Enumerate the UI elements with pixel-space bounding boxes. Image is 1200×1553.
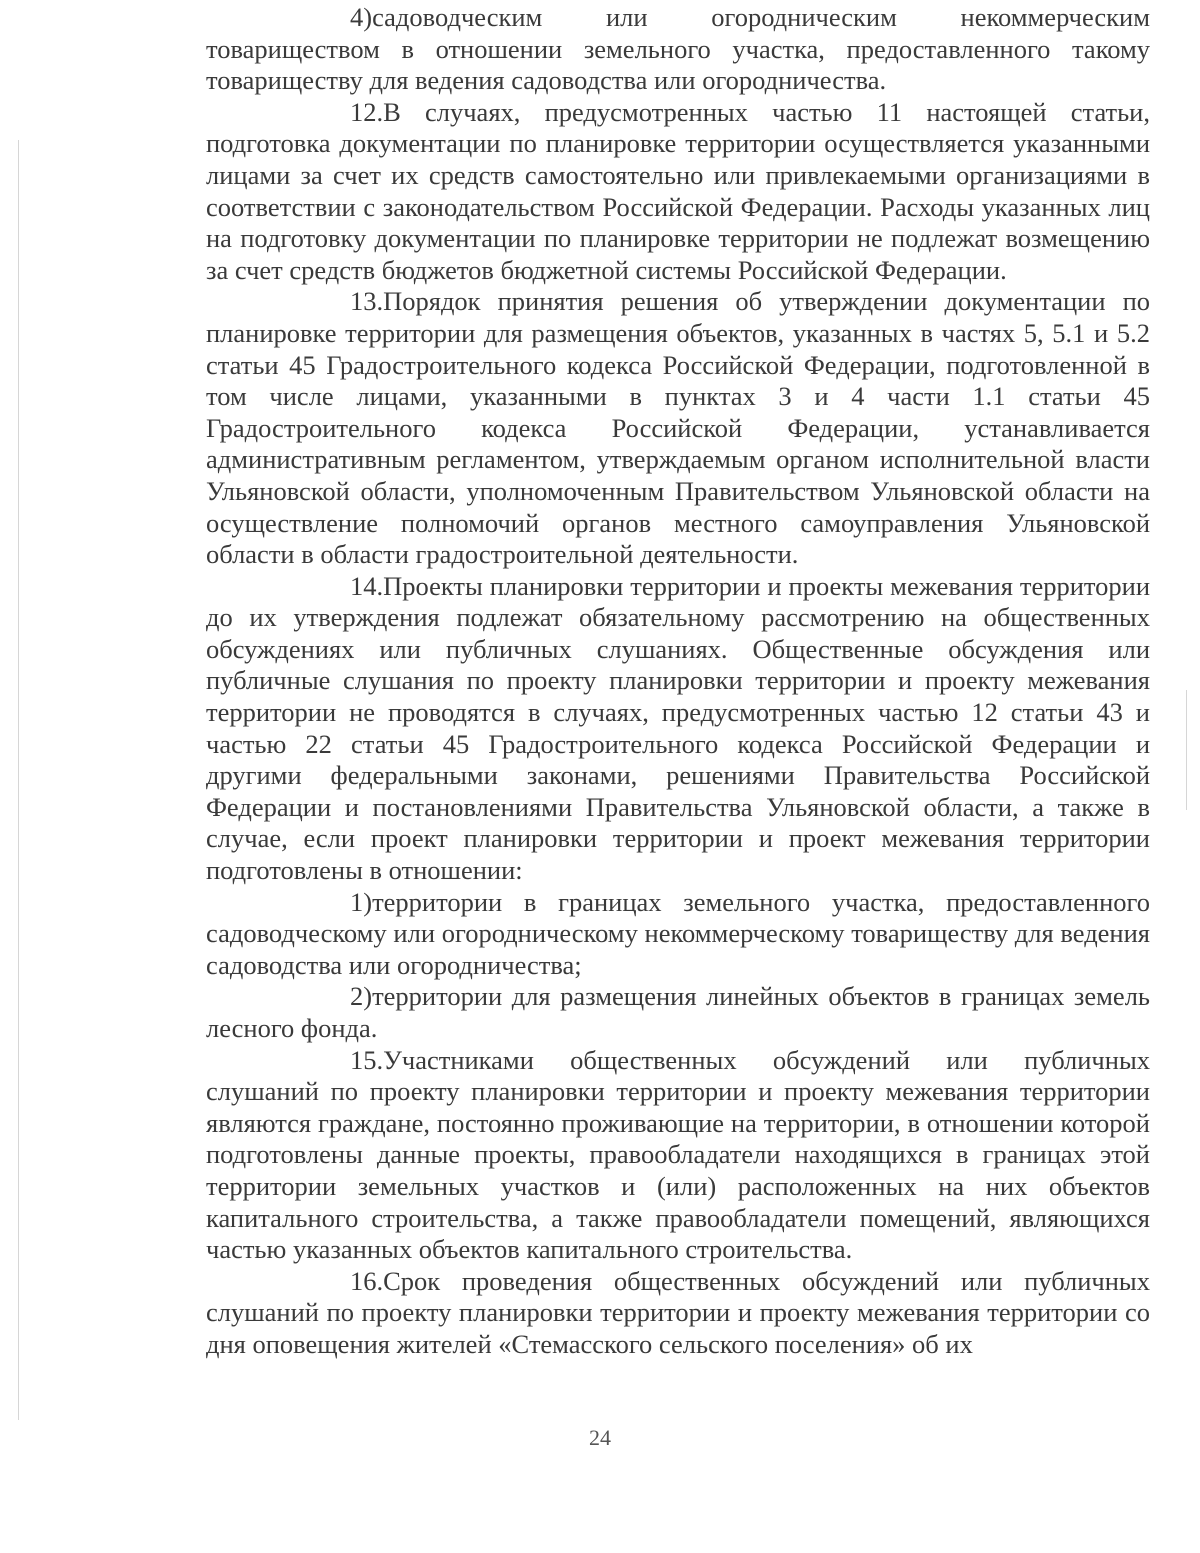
- paragraph-13: [206, 286, 1150, 570]
- scan-edge-mark-left: [18, 140, 19, 1420]
- scan-edge-mark-right: [1186, 690, 1187, 810]
- paragraph-item-1: [206, 887, 1150, 982]
- paragraph-number: 16.: [350, 1265, 384, 1296]
- paragraph-item-2: [206, 981, 1150, 1044]
- paragraph-text: садоводческим или огородническим некоммерческим товариществом в отношении земельного участка, предоставленного такому товариществу для ведения садоводства или огородничества.: [206, 2, 1150, 96]
- paragraph-number: 15.: [350, 1044, 384, 1075]
- paragraph-14: [206, 571, 1150, 887]
- paragraph-15: [206, 1045, 1150, 1266]
- paragraph-number: 13.: [350, 286, 384, 317]
- paragraph-number: 2): [350, 981, 373, 1012]
- paragraph-12: [206, 97, 1150, 287]
- document-body: [206, 2, 1150, 1361]
- paragraph-text: Проекты планировки территории и проекты межевания территории до их утверждения подлежат обязательному рассмотрению на общественных обсуждениях или публичных слушаниях. Общественные обсуждения или публичные слушания по проекту планировки территории и проекту межевания территории не проводятся в случаях, предусмотренных частью 12 статьи 43 и частью 22 статьи 45 Градостроительного кодекса Российской Федерации и другими федеральными законами, решениями Правительства Российской Федерации и постановлениями Правительства Ульяновской области, а также в случае, если проект планировки территории и проект межевания территории подготовлены в отношении:: [206, 570, 1150, 886]
- paragraph-number: 1): [350, 886, 373, 917]
- paragraph-text: В случаях, предусмотренных частью 11 настоящей статьи, подготовка документации по планировке территории осуществляется указанными лицами за счет их средств самостоятельно или привлекаемыми организациями в соответствии с законодательством Российской Федерации. Расходы указанных лиц на подготовку документации по планировке территории не подлежат возмещению за счет средств бюджетов бюджетной системы Российской Федерации.: [206, 96, 1150, 285]
- paragraph-text: территории в границах земельного участка, предоставленного садоводческому или огородническому некоммерческому товариществу для ведения садоводства или огородничества;: [206, 886, 1150, 980]
- paragraph-number: 4): [350, 2, 373, 32]
- paragraph-text: Участниками общественных обсуждений или публичных слушаний по проекту планировки территории и проекту межевания территории являются граждане, постоянно проживающие на территории, в отношении которой подготовлены данные проекты, правообладатели находящихся в границах этой территории земельных участков и (или) расположенных на них объектов капитального строительства, а также правообладатели помещений, являющихся частью указанных объектов капитального строительства.: [206, 1044, 1150, 1265]
- paragraph-text: Порядок принятия решения об утверждении документации по планировке территории для размещения объектов, указанных в частях 5, 5.1 и 5.2 статьи 45 Градостроительного кодекса Российской Федерации, подготовленной в том числе лицами, указанными в пунктах 3 и 4 части 1.1 статьи 45 Градостроительного кодекса Российской Федерации, устанавливается административным регламентом, утверждаемым органом исполнительной власти Ульяновской области, уполномоченным Правительством Ульяновской области на осуществление полномочий органов местного самоуправления Ульяновской области в области градостроительной деятельности.: [206, 286, 1150, 570]
- paragraph-text: Срок проведения общественных обсуждений или публичных слушаний по проекту планировки территории и проекту межевания территории со дня оповещения жителей «Стемасского сельского поселения» об их: [206, 1265, 1150, 1359]
- paragraph-number: 14.: [350, 570, 384, 601]
- page-number: 24: [589, 1425, 611, 1450]
- paragraph-text: территории для размещения линейных объектов в границах земель лесного фонда.: [206, 981, 1150, 1043]
- paragraph-item-4: [206, 2, 1150, 97]
- paragraph-number: 12.: [350, 96, 384, 127]
- paragraph-16: [206, 1266, 1150, 1361]
